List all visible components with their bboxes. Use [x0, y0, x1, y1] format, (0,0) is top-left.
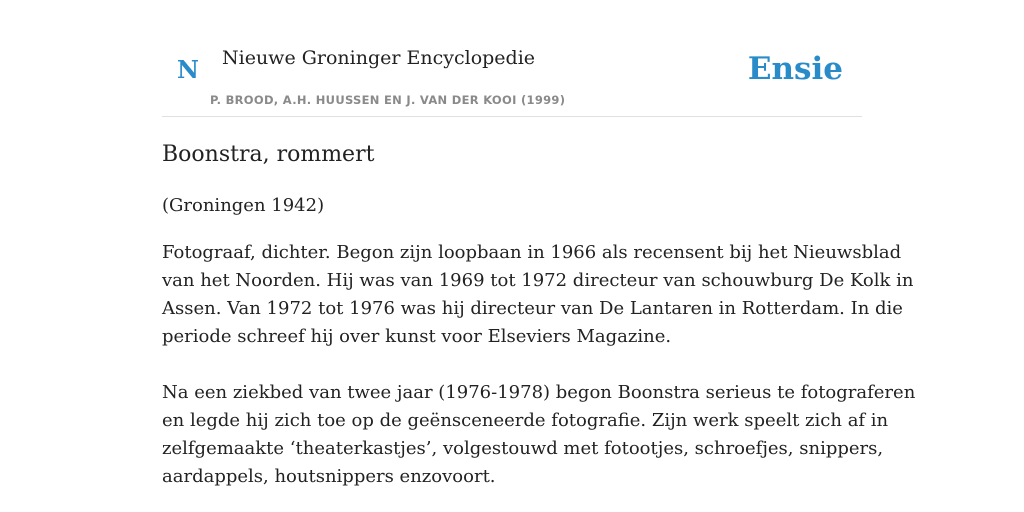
- paragraph-line: aardappels, houtsnippers enzovoort.: [162, 466, 496, 487]
- book-header: [162, 0, 862, 117]
- ensie-logo[interactable]: Ensie: [747, 51, 843, 87]
- paragraph-line: periode schreef hij over kunst voor Elseviers Magazine.: [162, 326, 672, 347]
- book-authors: P. BROOD, A.H. HUUSSEN EN J. VAN DER KOOI (1999): [210, 93, 566, 107]
- paragraph-line: Na een ziekbed van twee jaar (1976-1978) begon Boonstra serieus te fotograferen: [162, 382, 916, 403]
- paragraph-line: Fotograaf, dichter. Begon zijn loopbaan in 1966 als recensent bij het Nieuwsblad: [162, 242, 902, 263]
- paragraph-line: Assen. Van 1972 tot 1976 was hij directeur van De Lantaren in Rotterdam. In die: [162, 298, 903, 319]
- entry-meta: (Groningen 1942): [162, 195, 325, 216]
- page-content: [162, 0, 916, 487]
- entry-title: Boonstra, rommert: [162, 142, 375, 167]
- book-title-link[interactable]: Nieuwe Groninger Encyclopedie: [222, 47, 536, 69]
- paragraph-line: van het Noorden. Hij was van 1969 tot 1972 directeur van schouwburg De Kolk in: [162, 270, 914, 291]
- entry-paragraph: [162, 239, 914, 351]
- entry-paragraph: [162, 379, 916, 491]
- book-logo[interactable]: N: [177, 55, 199, 84]
- paragraph-line: zelfgemaakte ‘theaterkastjes’, volgestouwd met fotootjes, schroefjes, snippers,: [162, 438, 884, 459]
- paragraph-line: en legde hij zich toe op de geënsceneerde fotografie. Zijn werk speelt zich af in: [162, 410, 889, 431]
